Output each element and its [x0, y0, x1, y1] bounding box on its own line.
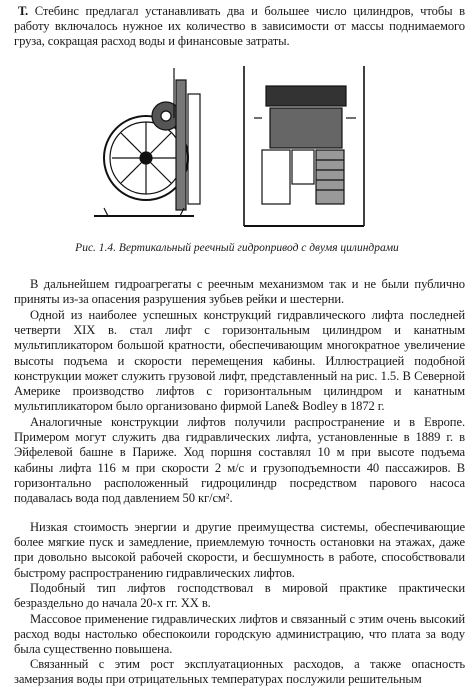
paragraph-1-text: Стебинс предлагал устанавливать два и большее число цилиндров, чтобы в работу включалось нужное их количество в зависимости от массы поднимаемого груза, сокращая расход воды и финансовые затраты. — [14, 4, 465, 49]
paragraph-4: Аналогичные конструкции лифтов получили распространение и в Европе. Примером могут служить два гидравлических лифта, установленные в 1889 г. в Эйфелевой башне в Париже. Ход поршня составлял 10 м при высоте подъема кабины лифта 116 м при скорости 2 м/с и грузоподъемности 40 пассажиров. В горизонтально расположенный гидроцилиндр посредством парового насоса подавалась вода под давлением 50 кг/см². — [14, 415, 465, 506]
hydraulic-drive-illustration — [94, 58, 374, 234]
paragraph-8: Связанный с этим рост эксплуатационных расходов, а также опасность замерзания воды при отрицательных температурах послужили решительным — [14, 657, 465, 687]
figure-hydraulic-drive — [94, 58, 374, 234]
paragraph-2: В дальнейшем гидроагрегаты с реечным механизмом так и не были публично приняты из-за опасения разрушения зубьев рейки и шестерни. — [14, 277, 465, 307]
paragraph-5: Низкая стоимость энергии и другие преимущества системы, обеспечивающие более мягкие пуск и замедление, приемлемую точность остановки на этажах, даже при довольно высокой рабочей скорости, и бесшумность в работе, способствовали быстрому распространению гидравлических лифтов. — [14, 520, 465, 580]
paragraph-1-lead: Т. — [18, 4, 29, 18]
paragraph-3: Одной из наиболее успешных конструкций гидравлического лифта последней четверти XIX в. стал лифт с горизонтальным цилиндром и канатным мультипликатором большой кратности, обеспечивающим многократное увеличение высоты подъема и скорости перемещения кабины. Иллюстрацией подобной конструкции может служить грузовой лифт, представленный на рис. 1.5. В Северной Америке производство лифтов с горизонтальным цилиндром и канатным мультипликатором было организовано фирмой Lane& Bodley в 1872 г. — [14, 308, 465, 414]
paragraph-1 — [14, 4, 465, 50]
figure-caption: Рис. 1.4. Вертикальный реечный гидропривод с двумя цилиндрами — [75, 242, 399, 254]
paragraph-7: Массовое применение гидравлических лифтов и связанный с этим очень высокий расход воды настолько обеспокоили городскую администрацию, что плата за воду была существенно повышена. — [14, 612, 465, 657]
paragraph-6: Подобный тип лифтов господствовал в мировой практике практически безраздельно до начала 20-х гг. XX в. — [14, 581, 465, 611]
